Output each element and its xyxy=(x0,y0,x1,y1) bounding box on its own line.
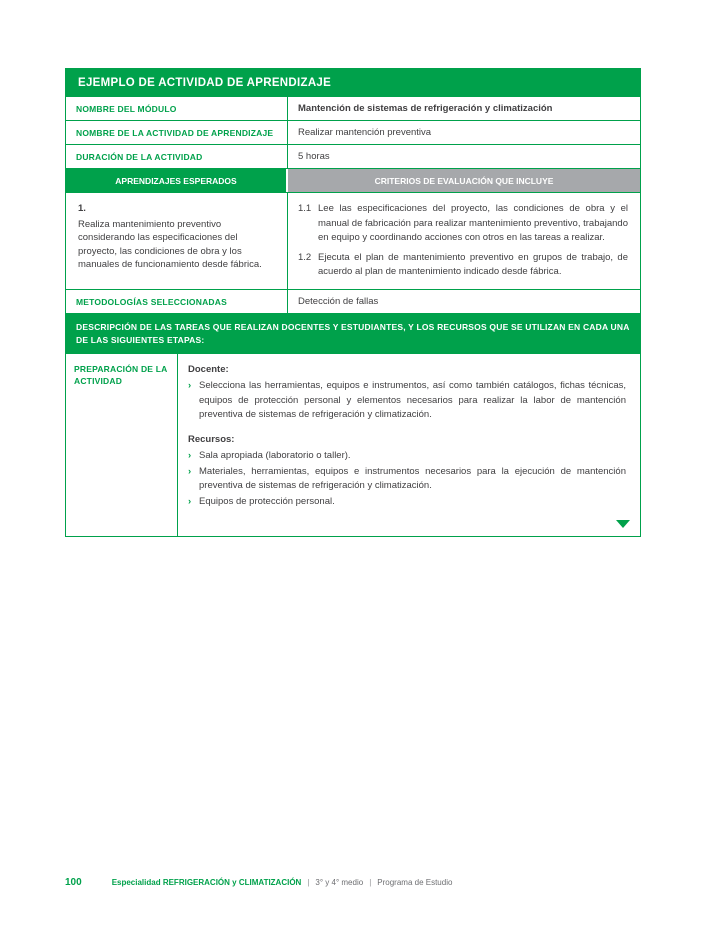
duration-label: DURACIÓN DE LA ACTIVIDAD xyxy=(66,145,288,168)
activity-table xyxy=(65,68,641,537)
page-number: 100 xyxy=(65,877,82,888)
criteria-list xyxy=(288,193,640,289)
bullet-icon: › xyxy=(188,450,192,461)
module-name-value: Mantención de sistemas de refrigeración y climatización xyxy=(298,103,553,114)
learning-text: Realiza mantenimiento preventivo considerando las especificaciones del proyecto, las condiciones de obra y los manuales de funcionamiento desde fábrica. xyxy=(78,218,262,270)
activity-name-label: NOMBRE DE LA ACTIVIDAD DE APRENDIZAJE xyxy=(66,121,288,144)
criterion-item xyxy=(298,202,628,246)
bullet-icon: › xyxy=(188,380,192,391)
resource-list-item xyxy=(188,449,626,464)
methodology-row xyxy=(66,290,640,314)
expected-learning-header: APRENDIZAJES ESPERADOS xyxy=(66,169,288,192)
page-title: EJEMPLO DE ACTIVIDAD DE APRENDIZAJE xyxy=(78,77,332,89)
activity-title-bar xyxy=(65,68,641,97)
criterion-number: 1.1 xyxy=(298,203,312,214)
table-row-duration xyxy=(66,145,640,169)
activity-name-value: Realizar mantención preventiva xyxy=(298,127,432,138)
duration-value: 5 horas xyxy=(298,151,330,162)
footer-separator: | xyxy=(307,878,310,887)
methodology-label: METODOLOGÍAS SELECCIONADAS xyxy=(66,290,288,313)
continuation-arrow-icon xyxy=(616,520,630,528)
bullet-icon: › xyxy=(188,495,192,507)
footer-grade: 3° y 4° medio xyxy=(315,878,364,887)
module-name-label: NOMBRE DEL MÓDULO xyxy=(66,97,288,120)
table-row-module xyxy=(66,97,640,121)
resource-item-text: Materiales, herramientas, equipos e instrumentos necesarios para la ejecución de mantención preventiva de sistemas de refrigeración y climatización. xyxy=(199,465,626,491)
description-banner: DESCRIPCIÓN DE LAS TAREAS QUE REALIZAN DOCENTES Y ESTUDIANTES, Y LOS RECURSOS QUE SE UTILIZAN EN CADA UNA DE LAS SIGUIENTES ETAPAS: xyxy=(66,314,640,354)
expected-learning-cell xyxy=(66,193,288,289)
teacher-heading: Docente: xyxy=(188,363,229,375)
resource-item-text: Equipos de protección personal. xyxy=(199,495,335,507)
learning-criteria-body-row xyxy=(66,193,640,290)
preparation-row xyxy=(66,354,640,537)
criterion-text: Lee las especificaciones del proyecto, las condiciones de obra y el manual de fabricación para realizar mantenimiento preventivo, trabajando en equipo y coordinando acciones con otros en las tareas a realizar. xyxy=(318,203,628,243)
resources-heading: Recursos: xyxy=(188,433,235,445)
footer-specialty: Especialidad REFRIGERACIÓN y CLIMATIZACIÓN xyxy=(111,878,302,887)
preparation-label: PREPARACIÓN DE LA ACTIVIDAD xyxy=(66,354,178,537)
page-footer xyxy=(65,877,452,888)
preparation-content xyxy=(178,354,640,537)
table-row-activity-name xyxy=(66,121,640,145)
criterion-number: 1.2 xyxy=(298,251,312,263)
resource-list-item xyxy=(188,495,626,510)
evaluation-criteria-header: CRITERIOS DE EVALUACIÓN QUE INCLUYE xyxy=(288,169,640,192)
methodology-value: Detección de fallas xyxy=(298,295,379,307)
bullet-icon: › xyxy=(188,465,192,477)
criterion-text: Ejecuta el plan de mantenimiento preventivo en grupos de trabajo, de acuerdo al plan de mantenimiento indicado desde fábrica. xyxy=(318,251,628,277)
teacher-list-item xyxy=(188,379,626,423)
footer-program: Programa de Estudio xyxy=(377,878,453,887)
teacher-item-text: Selecciona las herramientas, equipos e instrumentos, así como también catálogos, fichas técnicas, equipos de protección personal y elementos necesarios para realizar la labor de mantención preventiva de sistemas de refrigeración y climatización. xyxy=(199,380,626,420)
criterion-item xyxy=(298,251,628,280)
learning-criteria-header-row xyxy=(66,169,640,193)
learning-number: 1. xyxy=(78,203,86,214)
footer-separator: | xyxy=(369,878,372,887)
resource-item-text: Sala apropiada (laboratorio o taller). xyxy=(199,450,351,461)
resource-list-item xyxy=(188,465,626,494)
module-table xyxy=(65,97,641,537)
